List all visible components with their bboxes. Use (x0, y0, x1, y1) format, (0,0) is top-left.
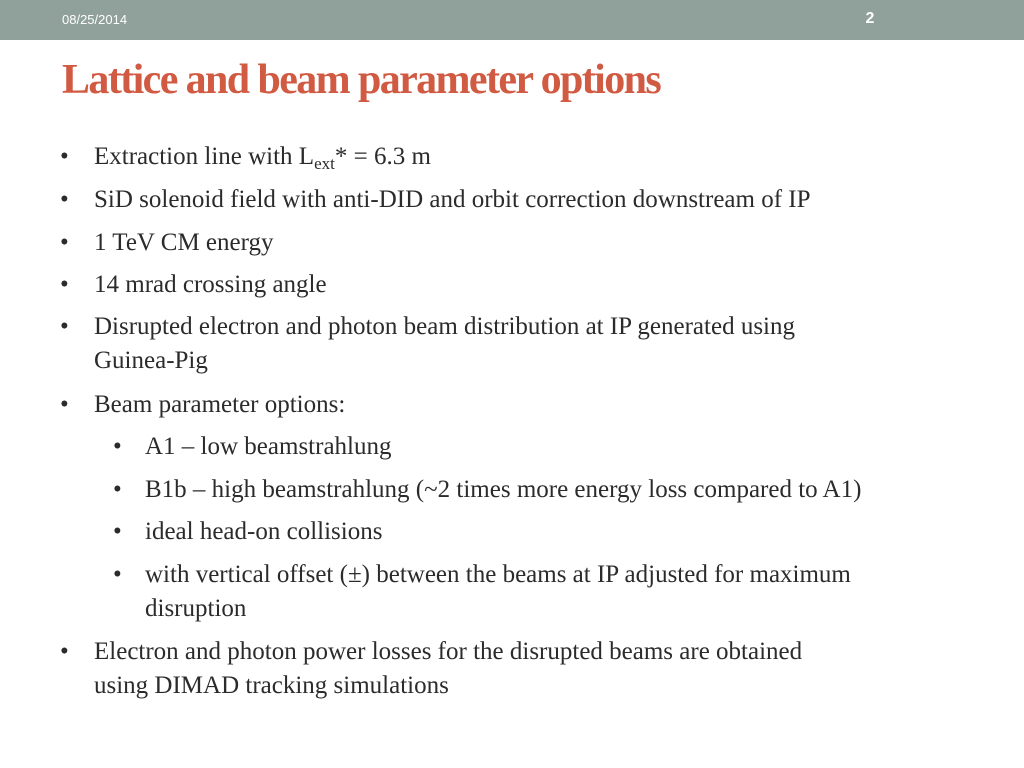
slide-title: Lattice and beam parameter options (62, 57, 661, 103)
sub-bullet-item (113, 473, 861, 507)
bullet-text-line2: Guinea-Pig (94, 347, 208, 374)
bullet-text-line1: Disrupted electron and photon beam distribution at IP generated using (94, 313, 795, 340)
sub-bullet-item (113, 515, 382, 549)
sub-bullet-item (113, 558, 851, 626)
bullet-dot-icon: • (60, 229, 69, 256)
sub-bullet-text: B1b – high beamstrahlung (~2 times more energy loss compared to A1) (145, 476, 862, 503)
bullet-text (94, 140, 431, 174)
bullet-dot-icon: • (60, 186, 69, 213)
bullet-item (60, 310, 795, 378)
bullet-text-line2: using DIMAD tracking simulations (94, 672, 449, 699)
bullet-item (60, 268, 327, 302)
bullet-item (60, 226, 274, 260)
sub-bullet-text-line1: with vertical offset (±) between the beams at IP adjusted for maximum (145, 561, 851, 588)
bullet-dot-icon: • (60, 391, 69, 418)
sub-bullet-text: ideal head-on collisions (145, 518, 383, 545)
page-number: 2 (865, 10, 875, 27)
bullet-item (60, 635, 802, 703)
bullet-dot-icon: • (60, 313, 69, 340)
bullet-dot-icon: • (60, 638, 69, 665)
bullet-text-line1: Electron and photon power losses for the disrupted beams are obtained (94, 638, 803, 665)
bullet-text: 14 mrad crossing angle (94, 271, 327, 298)
bullet-text: 1 TeV CM energy (94, 229, 274, 256)
bullet-dot-icon: • (113, 518, 122, 545)
bullet-item (60, 183, 811, 217)
bullet-dot-icon: • (113, 476, 122, 503)
slide-date: 08/25/2014 (62, 12, 128, 27)
bullet-dot-icon: • (60, 143, 69, 170)
bullet-dot-icon: • (60, 271, 69, 298)
bullet-text: Beam parameter options: (94, 391, 346, 418)
bullet-text: SiD solenoid field with anti-DID and orbit correction downstream of IP (94, 186, 811, 213)
bullet-text-suffix: * = 6.3 m (334, 143, 431, 170)
bullet-dot-icon: • (113, 561, 122, 588)
bullet-dot-icon: • (113, 433, 122, 460)
subscript-ext: ext (314, 154, 335, 173)
bullet-item (60, 388, 345, 422)
bullet-text-prefix: Extraction line with L (94, 143, 315, 170)
sub-bullet-text: A1 – low beamstrahlung (145, 433, 392, 460)
sub-bullet-item (113, 430, 391, 464)
bullet-item (60, 140, 431, 174)
sub-bullet-text-line2: disruption (145, 595, 247, 622)
